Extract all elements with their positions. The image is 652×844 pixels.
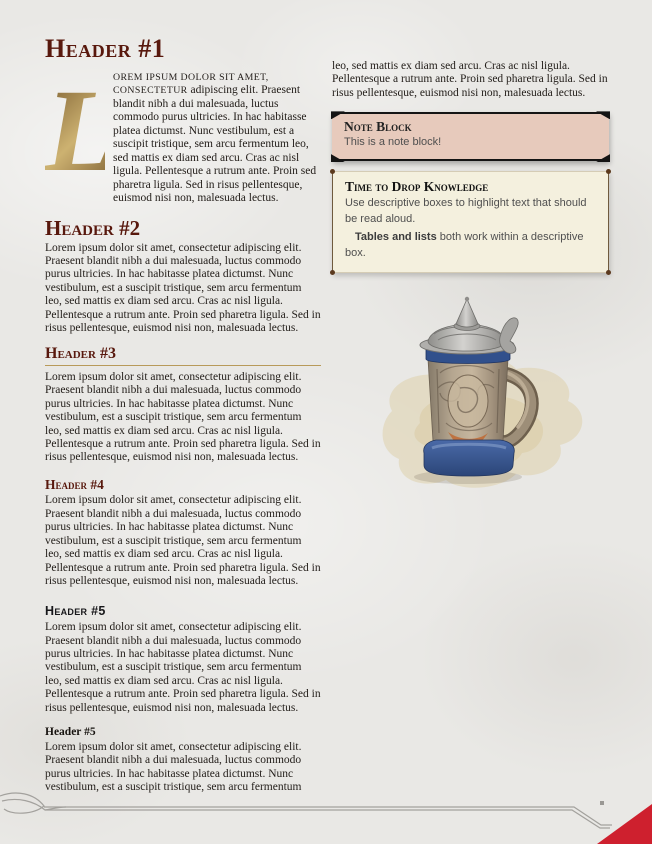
- header-5: Header #5: [45, 603, 106, 618]
- bold-lead: Tables and lists: [355, 231, 437, 244]
- beer-stein-svg: [350, 293, 590, 493]
- beer-stein-illustration: [350, 293, 609, 498]
- note-corner-icon: [331, 111, 345, 119]
- paragraph: Lorem ipsum dolor sit amet, consectetur adipiscing elit. Praesent blandit nibh a dui malesuada, luctus commodo purus ultricies. In hac habitasse platea dictumst. Nunc vestibulum, est a suscipit tristique, sem arcu fermentum leo, sed mattis ex diam sed arcu. Cras ac nisl ligula. Pellentesque a rutrum ante. Proin sed pharetra ligula. Sed in risus pellentesque, euismod nisi non, malesuada lectus.: [45, 370, 321, 464]
- note-corner-icon: [596, 111, 610, 119]
- header-3: Header #3: [45, 346, 321, 366]
- left-column: [45, 36, 321, 798]
- paragraph-text: adipiscing elit. Praesent blandit nibh a dui malesuada, luctus commodo purus ultricies. In hac habitasse platea dictumst. Nunc vestibulum, est a suscipit tristique, sem arcu fermentum leo, sed mattis ex diam sed arcu. Cras ac nisl ligula. Pellentesque a rutrum ante. Proin sed pharetra ligula. Sed in risus pellentesque, euismod nisi non, malesuada lectus.: [113, 84, 317, 205]
- paragraph: Lorem ipsum dolor sit amet, consectetur adipiscing elit. Praesent blandit nibh a dui malesuada, luctus commodo purus ultricies. In hac habitasse platea dictumst. Nunc vestibulum, est a suscipit tristique, sem arcu fermentum leo, sed mattis ex diam sed arcu. Cras ac nisl ligula. Pellentesque a rutrum ante. Proin sed pharetra ligula. Sed in risus pellentesque, euismod nisi non, malesuada lectus.: [45, 241, 321, 335]
- descriptive-box-line1: Use descriptive boxes to highlight text that should be read aloud.: [345, 197, 587, 226]
- descriptive-box-title: Time to Drop Knowledge: [345, 179, 489, 195]
- red-corner-triangle: [597, 804, 652, 844]
- truncated-paragraph: Lorem ipsum dolor sit amet, consectetur adipiscing elit. Praesent blandit nibh a dui malesuada, luctus commodo purus ultricies. In hac habitasse platea dictumst. Nunc vestibulum, est a suscipit tristique, sem arcu fermentum: [45, 740, 302, 794]
- corner-dot-icon: [330, 270, 335, 275]
- small-caps-lead: OREM IPSUM DOLOR SIT AMET, CONSECTETUR: [113, 72, 269, 97]
- footer-rule: [0, 793, 612, 828]
- note-block-body: This is a note block!: [344, 136, 442, 149]
- corner-dot-icon: [330, 169, 335, 174]
- page-footer-ornament: [0, 784, 652, 844]
- corner-dot-icon: [606, 270, 611, 275]
- continuation-paragraph: leo, sed mattis ex diam sed arcu. Cras ac nisl ligula. Pellentesque a rutrum ante. Proin sed pharetra ligula. Sed in risus pellentesque, euismod nisi non, malesuada lectus.: [332, 60, 608, 99]
- stein-thumb-lever: [500, 318, 519, 354]
- note-corner-icon: [596, 154, 610, 162]
- drop-cap-letter: L: [45, 77, 105, 203]
- paragraph: Lorem ipsum dolor sit amet, consectetur adipiscing elit. Praesent blandit nibh a dui malesuada, luctus commodo purus ultricies. In hac habitasse platea dictumst. Nunc vestibulum, est a suscipit tristique, sem arcu fermentum leo, sed mattis ex diam sed arcu. Cras ac nisl ligula. Pellentesque a rutrum ante. Proin sed pharetra ligula. Sed in risus pellentesque, euismod nisi non, malesuada lectus.: [45, 621, 321, 714]
- stein-medallion: [448, 375, 488, 427]
- footer-square-dot: [600, 801, 604, 805]
- header-2: Header #2: [45, 215, 141, 240]
- line2-rest: both work within a descriptive box.: [345, 231, 584, 260]
- stein-lid: [420, 297, 514, 354]
- header-1: Header #1: [45, 34, 166, 63]
- descriptive-box-line2: [345, 230, 596, 262]
- right-column: [332, 60, 609, 498]
- note-block-title: Note Block: [344, 119, 412, 135]
- note-corner-icon: [331, 154, 345, 162]
- corner-dot-icon: [606, 169, 611, 174]
- note-block: [332, 112, 609, 161]
- header-6: Header #5: [45, 726, 96, 739]
- header-4: Header #4: [45, 476, 104, 492]
- paragraph: Lorem ipsum dolor sit amet, consectetur adipiscing elit. Praesent blandit nibh a dui malesuada, luctus commodo purus ultricies. In hac habitasse platea dictumst. Nunc vestibulum, est a suscipit tristique, sem arcu fermentum leo, sed mattis ex diam sed arcu. Cras ac nisl ligula. Pellentesque a rutrum ante. Proin sed pharetra ligula. Sed in risus pellentesque, euismod nisi non, malesuada lectus.: [45, 494, 321, 588]
- descriptive-box: [332, 171, 609, 273]
- opening-paragraph: [45, 71, 321, 208]
